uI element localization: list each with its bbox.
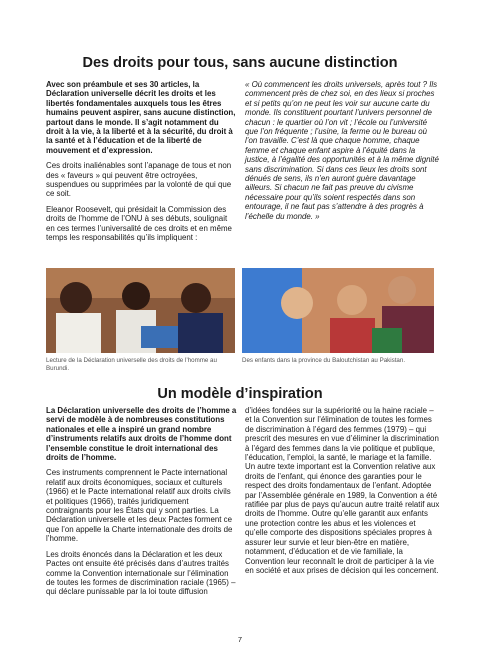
- section2-paragraph-3: Les droits énoncés dans la Déclaration et les deux Pactes ont ensuite été précisés dans d’autres traités comme la Convention internationale sur l’élimination de toutes les formes de discrimination raciale (1965) – qui déclare punissable par la loi toute diffusion: [46, 549, 236, 597]
- section1-right-column: [245, 80, 440, 227]
- section1-lead-paragraph: Avec son préambule et ses 30 articles, la Déclaration universelle décrit les droits et les libertés fondamentales auxquels tous les êtres humains peuvent aspirer, sans aucune distinction, partout dans le monde. Il s’agit notamment du droit à la vie, à la liberté et à la sécurité, du droit à la santé et à l’éducation et de la liberté de mouvement et d’expression.: [46, 80, 236, 155]
- photo-pakistan: [242, 268, 434, 353]
- section1-left-column: [46, 80, 238, 249]
- photo-pakistan-illustration: [242, 268, 434, 353]
- caption-photo-pakistan: Des enfants dans la province du Baloutchistan au Pakistan.: [242, 357, 406, 364]
- section1-paragraph-3: Eleanor Roosevelt, qui présidait la Commission des droits de l’homme de l’ONU à ses débuts, soulignait en ces termes l’universalité de ces droits et en même temps les responsabilités qu’ils impliquent :: [46, 204, 232, 243]
- section2-lead-paragraph: La Déclaration universelle des droits de l’homme a servi de modèle à de nombreuses constitutions nationales et elle a inspiré un grand nombre d’instruments relatifs aux droits de l’homme dont l’ensemble constitue le droit international des droits de l’homme.: [46, 406, 237, 463]
- section-title-model: Un modèle d’inspiration: [157, 386, 323, 402]
- section1-paragraph-2: Ces droits inaliénables sont l’apanage de tous et non des « faveurs » qui peuvent être octroyées, suspendues ou supprimées par la volonté de qui que ce soit.: [46, 161, 232, 199]
- section2-right-column: [245, 406, 440, 581]
- section2-left-column: [46, 406, 238, 603]
- section2-right-paragraph: d’idées fondées sur la supériorité ou la haine raciale – et la Convention sur l’élimination de toutes les formes de discrimination à l’égard des femmes (1979) – qui prescrit des mesures en vue d’éliminer la discrimination à l’égard des femmes dans la vie politique et publique, l’éducation, l’emploi, la santé, le mariage et la famille. Un autre texte important est la Convention relative aux droits de l’enfant, qui énonce des garanties pour le respect des droits fondamentaux de l’enfant. Adoptée par l’Assemblée générale en 1989, la Convention a été ratifiée par plus de pays qu’aucun autre traité relatif aux droits de l’homme. Outre qu’elle garantit aux enfants une protection contre les abus et les violences et qu’elle comporte des dispositions spéciales propres à assurer leur survie et leur bien-être en matière, notamment, d’éducation et de vie familiale, la Convention leur reconnaît le droit de participer à la vie en société et aux prises de décision qui les concernent.: [245, 406, 440, 575]
- section-title-rights: Des droits pour tous, sans aucune distinction: [82, 55, 398, 71]
- photo-burundi-illustration: [46, 268, 235, 353]
- page-number: 7: [237, 635, 243, 644]
- caption-photo-burundi: Lecture de la Déclaration universelle des droits de l’homme au Burundi.: [46, 357, 217, 372]
- photo-burundi: [46, 268, 235, 353]
- roosevelt-quote: « Où commencent les droits universels, après tout ? Ils commencent près de chez soi, en des lieux si proches et si petits qu’on ne peut les voir sur aucune carte du monde. Ils constituent pourtant l’univers personnel de chacun : le quartier où l’on vit ; l’école ou l’université que l’on fréquente ; l’usine, la ferme ou le bureau où l’on travaille. C’est là que chaque homme, chaque femme et chaque enfant aspire à l’équité dans la justice, à l’égalité des opportunités et à la même dignité sans discrimination. Si dans ces lieux les droits sont dénués de sens, ils n’en auront guère davantage ailleurs. Si chacun ne fait pas preuve du civisme nécessaire pour qu’ils soient respectés dans son entourage, il ne faut pas s’attendre à des progrès à l’échelle du monde. »: [245, 80, 439, 221]
- section2-paragraph-2: Ces instruments comprennent le Pacte international relatif aux droits économiques, sociaux et culturels (1966) et le Pacte international relatif aux droits civils et politiques (1966), traités juridiquement contraignants pour les États qui y sont parties. La Déclaration universelle et les deux Pactes forment ce que l’on appelle la Charte internationale des droits de l’homme.: [46, 468, 233, 544]
